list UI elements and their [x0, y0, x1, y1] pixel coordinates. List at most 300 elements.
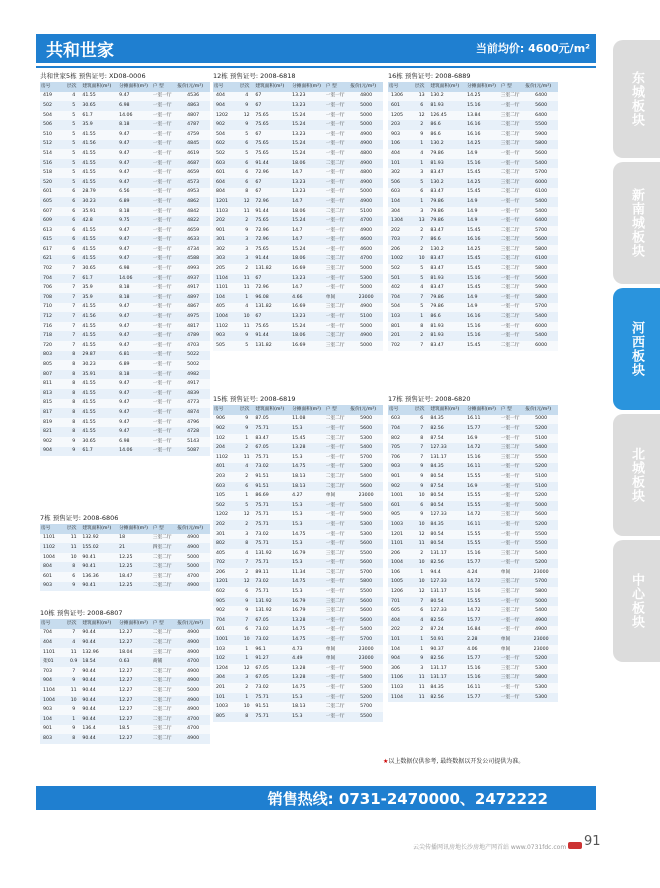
table-cell: 302 — [213, 245, 239, 255]
table-cell: 一室一厅 — [500, 559, 525, 569]
table-cell: 67 — [254, 188, 291, 198]
table-cell: 82.56 — [429, 616, 466, 626]
table-cell: 6.98 — [118, 437, 152, 447]
table-cell: 75.71 — [254, 539, 291, 549]
table-cell: 84.35 — [429, 520, 466, 530]
table-cell: 1202 — [213, 511, 239, 521]
table-cell: 4822 — [176, 216, 210, 226]
table-row — [213, 635, 383, 645]
table-cell: 2 — [239, 683, 254, 693]
tab-east-city[interactable]: 东城板块 — [613, 40, 660, 158]
table-row — [213, 712, 383, 722]
table-row — [40, 216, 210, 226]
table-cell: 131.17 — [429, 664, 466, 674]
table-cell: 一室一厅 — [325, 530, 350, 540]
table-cell: 2 — [414, 226, 429, 236]
column-header: 建筑面积(m²) — [429, 405, 466, 415]
table-cell: 14.75 — [291, 626, 325, 636]
table-cell: 5 — [239, 501, 254, 511]
table-cell: 3 — [414, 664, 429, 674]
table-cell: 5100 — [349, 207, 383, 217]
table-cell: 三室二厅 — [500, 443, 525, 453]
table-cell: 903 — [40, 582, 66, 592]
table-cell: 9.47 — [118, 427, 152, 437]
table-cell: 4.27 — [291, 491, 325, 501]
table-cell: 9 — [414, 482, 429, 492]
tab-center[interactable]: 中心板块 — [613, 540, 660, 662]
table-cell: 601 — [388, 501, 414, 511]
table-cell: 5143 — [176, 437, 210, 447]
table-cell: 131.92 — [254, 597, 291, 607]
table-cell: 二室二厅 — [152, 638, 177, 648]
table-cell: 83.47 — [429, 168, 466, 178]
table-cell: 11.08 — [291, 415, 325, 425]
table-cell: 13 — [414, 92, 429, 102]
table-cell: 601 — [40, 188, 66, 198]
table-cell: 90.44 — [81, 734, 118, 744]
table-cell: 14.75 — [291, 635, 325, 645]
table-row — [388, 312, 558, 322]
table-cell: 4900 — [524, 626, 558, 636]
price-table — [213, 405, 383, 722]
table-cell: 90.41 — [81, 553, 118, 563]
table-cell: 5400 — [524, 312, 558, 322]
table-cell: 205 — [213, 264, 239, 274]
table-cell: 67.05 — [254, 616, 291, 626]
table-cell: 3 — [239, 674, 254, 684]
table-cell: 605 — [40, 197, 66, 207]
table-cell: 16.11 — [466, 520, 500, 530]
table-row — [388, 664, 558, 674]
table-row — [40, 657, 210, 667]
table-cell: 67 — [254, 92, 291, 102]
table-cell: 5500 — [524, 453, 558, 463]
block-caption: 10栋 预售证号: 2008-6807 — [40, 609, 123, 617]
table-cell: 5300 — [524, 693, 558, 703]
table-cell: 一室一厅 — [325, 130, 350, 140]
table-cell: 一室一厅 — [325, 92, 350, 102]
table-cell: 二室二厅 — [152, 553, 177, 563]
table-cell: 75.71 — [254, 712, 291, 722]
table-row — [213, 226, 383, 236]
table-row — [388, 274, 558, 284]
table-cell: 一室一厅 — [500, 654, 525, 664]
table-cell: 一室一厅 — [325, 188, 350, 198]
block-caption: 15栋 预售证号: 2008-6819 — [213, 395, 296, 403]
table-row — [40, 168, 210, 178]
table-cell: 84.35 — [429, 415, 466, 425]
table-cell: 15.16 — [466, 587, 500, 597]
column-header: 层次 — [66, 524, 81, 534]
table-cell: 10 — [239, 635, 254, 645]
table-row — [40, 543, 210, 553]
block-caption: 17栋 预售证号: 2008-6820 — [388, 395, 471, 403]
table-cell: 94.4 — [429, 568, 466, 578]
table-cell: 5600 — [349, 539, 383, 549]
table-cell: 104 — [213, 293, 239, 303]
table-cell: 一室一厅 — [325, 312, 350, 322]
table-cell: 15.3 — [291, 587, 325, 597]
table-cell: 一室一厅 — [152, 399, 177, 409]
table-cell: 14.25 — [466, 140, 500, 150]
table-cell: 14.75 — [291, 578, 325, 588]
table-cell: 82.56 — [429, 424, 466, 434]
table-cell: 90.44 — [81, 677, 118, 687]
table-cell: 4789 — [176, 331, 210, 341]
table-cell: 5400 — [349, 472, 383, 482]
table-row — [40, 686, 210, 696]
table-cell: 4900 — [176, 705, 210, 715]
table-cell: 5100 — [524, 434, 558, 444]
table-cell: 一室一厅 — [500, 472, 525, 482]
table-cell: 18.06 — [291, 255, 325, 265]
table-row — [213, 130, 383, 140]
table-cell: 一室一厅 — [500, 274, 525, 284]
table-cell: 405 — [213, 303, 239, 313]
table-row — [388, 130, 558, 140]
table-row — [388, 415, 558, 425]
table-row — [388, 236, 558, 246]
tab-new-south-city[interactable]: 新南城板块 — [613, 162, 660, 284]
block-building-17 — [388, 393, 558, 702]
table-cell: 512 — [40, 140, 66, 150]
table-row — [388, 549, 558, 559]
table-cell: 10 — [239, 312, 254, 322]
table-cell: 86.69 — [254, 491, 291, 501]
table-cell: 5200 — [524, 520, 558, 530]
table-cell: 12.27 — [118, 677, 152, 687]
block-building-7 — [40, 512, 210, 591]
table-cell: 4 — [239, 303, 254, 313]
table-cell: 87.54 — [429, 434, 466, 444]
table-cell: 一室一厅 — [152, 274, 177, 284]
table-cell: 1001 — [388, 491, 414, 501]
table-cell: 4900 — [176, 677, 210, 687]
table-cell: 4900 — [176, 638, 210, 648]
table-cell: 15.77 — [466, 616, 500, 626]
table-row — [40, 283, 210, 293]
column-header: 户 型 — [325, 405, 350, 415]
table-row — [40, 572, 210, 582]
table-row — [213, 453, 383, 463]
table-cell: 61.7 — [81, 447, 118, 457]
table-cell: 二室二厅 — [325, 482, 350, 492]
tab-north-city[interactable]: 北城板块 — [613, 414, 660, 536]
table-cell: 41.55 — [81, 418, 118, 428]
table-cell: 一室一厅 — [500, 207, 525, 217]
table-cell: 5800 — [524, 245, 558, 255]
table-cell: 701 — [388, 597, 414, 607]
table-cell: 7 — [66, 341, 81, 351]
table-cell: 80.54 — [429, 491, 466, 501]
table-cell: 12.27 — [118, 696, 152, 706]
table-cell: 80.54 — [429, 530, 466, 540]
table-cell: 一室一厅 — [500, 491, 525, 501]
table-cell: 15.77 — [466, 693, 500, 703]
table-cell: 4 — [66, 638, 81, 648]
table-cell: 1102 — [40, 543, 66, 553]
table-cell: 81.93 — [429, 101, 466, 111]
table-cell: 705 — [388, 443, 414, 453]
column-header: 分摊面积(m²) — [118, 619, 152, 629]
table-cell: 5400 — [349, 443, 383, 453]
table-row — [40, 534, 210, 544]
table-cell: 41.55 — [81, 322, 118, 332]
table-cell: 10 — [239, 702, 254, 712]
table-cell: 单间 — [325, 654, 350, 664]
table-cell: 一室一厅 — [500, 501, 525, 511]
table-cell: 90.44 — [81, 638, 118, 648]
table-cell: 7 — [66, 322, 81, 332]
table-cell: 一室一厅 — [152, 149, 177, 159]
table-cell: 1 — [66, 715, 81, 725]
table-header-row — [40, 619, 210, 629]
table-cell: 4897 — [176, 293, 210, 303]
table-row — [40, 101, 210, 111]
table-cell: 二室二厅 — [152, 582, 177, 592]
table-cell: 5300 — [349, 434, 383, 444]
table-cell: 5800 — [524, 293, 558, 303]
table-row — [213, 303, 383, 313]
table-cell: 11 — [66, 686, 81, 696]
table-cell: 904 — [388, 654, 414, 664]
table-cell: 90.44 — [81, 686, 118, 696]
table-cell: 一室一厅 — [152, 159, 177, 169]
table-cell: 二室二厅 — [500, 130, 525, 140]
table-row — [213, 415, 383, 425]
table-cell: 1 — [239, 693, 254, 703]
table-cell: 1 — [239, 645, 254, 655]
table-cell: 101 — [388, 635, 414, 645]
table-row — [40, 92, 210, 102]
table-cell: 二室二厅 — [500, 341, 525, 351]
table-cell: 18.04 — [118, 648, 152, 658]
table-row — [388, 188, 558, 198]
table-cell: 8 — [414, 322, 429, 332]
table-cell: 6400 — [524, 92, 558, 102]
table-cell: 4 — [66, 92, 81, 102]
table-cell: 15.24 — [291, 111, 325, 121]
table-cell: 101 — [213, 693, 239, 703]
table-row — [40, 360, 210, 370]
table-cell: 504 — [40, 111, 66, 121]
table-cell: 72.96 — [254, 226, 291, 236]
table-cell: 15.3 — [291, 511, 325, 521]
table-cell: 9.47 — [118, 331, 152, 341]
table-cell: 706 — [388, 453, 414, 463]
table-row — [388, 578, 558, 588]
table-row — [213, 293, 383, 303]
table-row — [388, 226, 558, 236]
table-cell: 4759 — [176, 130, 210, 140]
table-row — [213, 312, 383, 322]
table-cell: 621 — [40, 255, 66, 265]
table-cell: 15.45 — [466, 264, 500, 274]
table-cell: 804 — [40, 562, 66, 572]
table-cell: 23000 — [349, 293, 383, 303]
table-cell: 一室一厅 — [152, 322, 177, 332]
table-cell: 5 — [66, 168, 81, 178]
table-cell: 4700 — [349, 255, 383, 265]
table-cell: 4900 — [349, 140, 383, 150]
table-cell: 5 — [239, 341, 254, 351]
table-cell: 7 — [239, 616, 254, 626]
table-cell: 14.9 — [466, 303, 500, 313]
table-cell: 一室一厅 — [500, 482, 525, 492]
table-cell: 603 — [388, 188, 414, 198]
table-cell: 一室一厅 — [152, 207, 177, 217]
table-cell: 86.6 — [429, 120, 466, 130]
table-cell: 14.06 — [118, 274, 152, 284]
table-cell: 4700 — [176, 572, 210, 582]
table-cell: 一室一厅 — [325, 111, 350, 121]
table-row — [213, 168, 383, 178]
table-cell: 5200 — [349, 693, 383, 703]
table-cell: 602 — [213, 587, 239, 597]
table-cell: 203 — [213, 472, 239, 482]
table-cell: 5 — [66, 111, 81, 121]
table-cell: 12 — [239, 664, 254, 674]
table-cell: 二室二厅 — [325, 415, 350, 425]
table-row — [213, 664, 383, 674]
table-cell: 单间 — [325, 293, 350, 303]
table-cell: 303 — [213, 255, 239, 265]
table-cell: 11 — [414, 539, 429, 549]
table-cell: 518 — [40, 168, 66, 178]
table-cell: 5300 — [349, 520, 383, 530]
table-cell: 5400 — [524, 549, 558, 559]
table-cell: 9 — [239, 226, 254, 236]
column-header: 户 型 — [500, 405, 525, 415]
table-cell: 1205 — [388, 111, 414, 121]
table-cell: 11 — [239, 283, 254, 293]
table-cell: 80.54 — [429, 539, 466, 549]
table-cell: 16.79 — [291, 597, 325, 607]
table-cell: 35.9 — [81, 293, 118, 303]
table-cell: 3 — [239, 245, 254, 255]
table-cell: 901 — [388, 472, 414, 482]
table-cell: 1 — [414, 140, 429, 150]
table-cell: 404 — [388, 149, 414, 159]
table-cell: 5 — [66, 159, 81, 169]
table-cell: 12.27 — [118, 686, 152, 696]
table-cell: 15.55 — [466, 472, 500, 482]
table-row — [40, 427, 210, 437]
column-header: 报价(元/m²) — [176, 524, 210, 534]
table-cell: 1 — [414, 568, 429, 578]
table-row — [40, 188, 210, 198]
table-cell: 三室二厅 — [500, 178, 525, 188]
table-cell: 8 — [239, 188, 254, 198]
table-cell: 5500 — [524, 539, 558, 549]
table-cell: 91.44 — [254, 331, 291, 341]
table-cell: 202 — [213, 216, 239, 226]
table-cell: 一室一厅 — [500, 149, 525, 159]
table-row — [213, 463, 383, 473]
table-cell: 4.06 — [466, 645, 500, 655]
table-cell: 91.51 — [254, 482, 291, 492]
table-cell: 9.47 — [118, 130, 152, 140]
table-cell: 104 — [388, 645, 414, 655]
column-header: 层次 — [414, 405, 429, 415]
table-cell: 1 — [239, 654, 254, 664]
table-cell: 三室二厅 — [500, 245, 525, 255]
table-cell: 单间 — [500, 635, 525, 645]
table-cell: 二室二厅 — [500, 168, 525, 178]
table-cell: 三室二厅 — [152, 534, 177, 544]
table-cell: 72.96 — [254, 168, 291, 178]
table-cell: 16.16 — [466, 312, 500, 322]
table-cell: 127.33 — [429, 511, 466, 521]
table-cell: 73.02 — [254, 626, 291, 636]
table-cell: 720 — [40, 341, 66, 351]
table-cell: 一室一厅 — [500, 434, 525, 444]
table-cell: 301 — [213, 236, 239, 246]
table-row — [40, 715, 210, 725]
column-header: 分摊面积(m²) — [291, 405, 325, 415]
table-cell: 15.55 — [466, 539, 500, 549]
table-cell: 一室一厅 — [325, 120, 350, 130]
table-cell: 1004 — [388, 559, 414, 569]
table-row — [40, 399, 210, 409]
table-row — [388, 216, 558, 226]
table-cell: 一室一厅 — [325, 283, 350, 293]
table-cell: 6 — [66, 226, 81, 236]
table-cell: 91.44 — [254, 207, 291, 217]
table-cell: 一室一厅 — [152, 216, 177, 226]
table-cell: 502 — [213, 501, 239, 511]
table-cell: 404 — [388, 616, 414, 626]
table-row — [213, 283, 383, 293]
column-header: 分摊面积(m²) — [466, 405, 500, 415]
table-cell: 5600 — [349, 597, 383, 607]
table-cell: 一室一厅 — [325, 463, 350, 473]
table-cell: 12 — [414, 587, 429, 597]
table-cell: 一室一厅 — [325, 520, 350, 530]
table-cell: 2 — [239, 443, 254, 453]
table-row — [40, 648, 210, 658]
table-cell: 803 — [40, 734, 66, 744]
table-cell: 4 — [239, 549, 254, 559]
table-cell: 4687 — [176, 159, 210, 169]
table-cell: 4.73 — [291, 645, 325, 655]
table-cell: 83.47 — [254, 434, 291, 444]
table-cell: 一室一厅 — [152, 226, 177, 236]
table-cell: 14.75 — [291, 683, 325, 693]
table-cell: 4900 — [349, 159, 383, 169]
table-cell: 15.24 — [291, 216, 325, 226]
table-row — [213, 236, 383, 246]
table-cell: 三室二厅 — [325, 606, 350, 616]
table-cell: 514 — [40, 149, 66, 159]
table-cell: 7 — [414, 293, 429, 303]
table-row — [40, 293, 210, 303]
table-cell: 9.47 — [118, 399, 152, 409]
table-cell: 15.45 — [466, 255, 500, 265]
table-cell: 613 — [40, 226, 66, 236]
table-cell: 5900 — [349, 415, 383, 425]
publisher-logo-icon — [568, 842, 582, 849]
tab-hexi[interactable]: 河西板块 — [613, 288, 660, 410]
table-cell: 一室一厅 — [325, 712, 350, 722]
table-header-row — [388, 405, 558, 415]
table-cell: 5300 — [349, 530, 383, 540]
table-cell: 5 — [66, 178, 81, 188]
table-cell: 6 — [239, 159, 254, 169]
table-row — [213, 654, 383, 664]
table-cell: 7 — [414, 453, 429, 463]
table-row — [213, 274, 383, 284]
